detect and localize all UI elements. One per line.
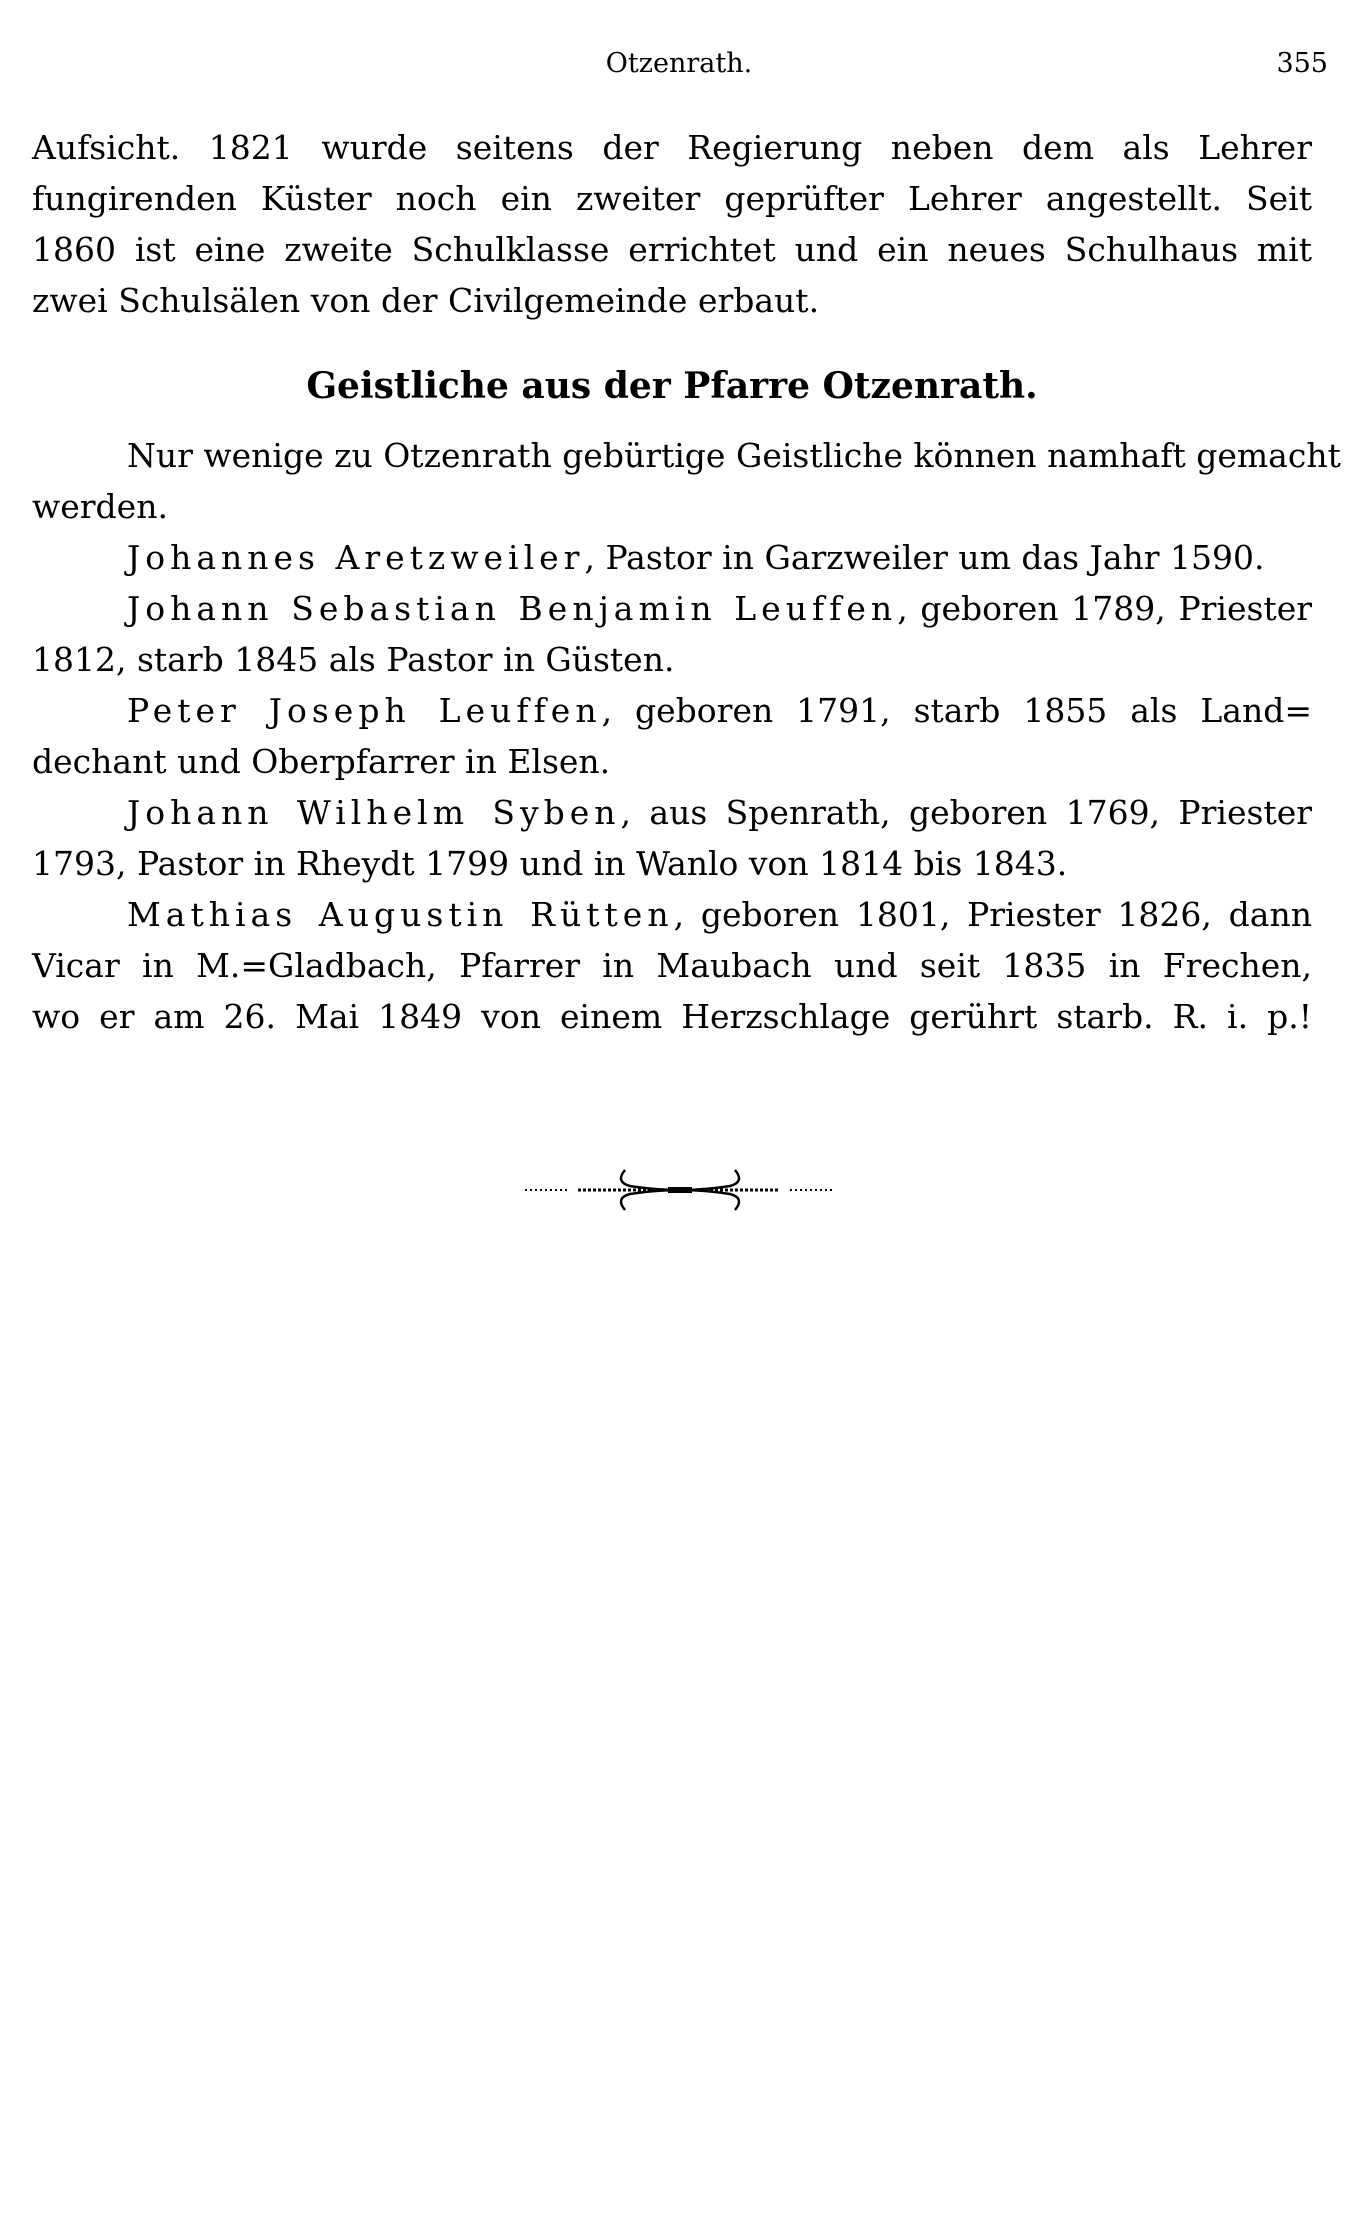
entry-text: , geboren 1789, Priester	[897, 589, 1313, 628]
person-name: Peter Joseph Leuffen	[127, 691, 602, 730]
entry-text: , Pastor in Garzweiler um das Jahr 1590.	[584, 538, 1265, 577]
person-name: Johann Sebastian Benjamin Leuffen	[127, 589, 898, 628]
entry-syben	[32, 787, 1312, 838]
entry-text: , geboren 1791, starb 1855 als Land=	[601, 691, 1312, 730]
entry-leuffen-johann	[32, 583, 1312, 634]
entry-text: , aus Spenrath, geboren 1769, Priester	[620, 793, 1312, 832]
text-line: Aufsicht. 1821 wurde seitens der Regierung neben dem als Lehrer	[32, 128, 1312, 167]
text-line: Nur wenige zu Otzenrath gebürtige Geistliche können namhaft gemacht	[127, 436, 1341, 475]
person-name: Johann Wilhelm Syben	[127, 793, 621, 832]
person-name: Johannes Aretzweiler	[127, 538, 585, 577]
entry-ruetten	[32, 889, 1312, 940]
text-line: 1860 ist eine zweite Schulklasse errichtet und ein neues Schulhaus mit	[32, 230, 1312, 269]
text-line: wo er am 26. Mai 1849 von einem Herzschlage gerührt starb. R. i. p.!	[32, 997, 1312, 1036]
text-line: Vicar in M.=Gladbach, Pfarrer in Maubach und seit 1835 in Frechen,	[32, 946, 1312, 985]
text-line: zwei Schulsälen von der Civilgemeinde erbaut.	[32, 281, 820, 320]
text-line: fungirenden Küster noch ein zweiter geprüfter Lehrer angestellt. Seit	[32, 179, 1312, 218]
text-line: 1793, Pastor in Rheydt 1799 und in Wanlo von 1814 bis 1843.	[32, 844, 1068, 883]
running-title: Otzenrath.	[605, 48, 753, 79]
ornament-divider-icon	[520, 1160, 840, 1220]
person-name: Mathias Augustin Rütten	[127, 895, 674, 934]
text-line: dechant und Oberpfarrer in Elsen.	[32, 742, 611, 781]
section-heading: Geistliche aus der Pfarre Otzenrath.	[306, 365, 1038, 407]
page-body	[32, 122, 1341, 1042]
entry-text: , geboren 1801, Priester 1826, dann	[673, 895, 1312, 934]
text-line: werden.	[32, 487, 168, 526]
text-line: 1812, starb 1845 als Pastor in Güsten.	[32, 640, 675, 679]
page-number: 355	[1276, 48, 1328, 79]
entry-aretzweiler	[32, 532, 1312, 583]
entry-leuffen-peter	[32, 685, 1312, 736]
